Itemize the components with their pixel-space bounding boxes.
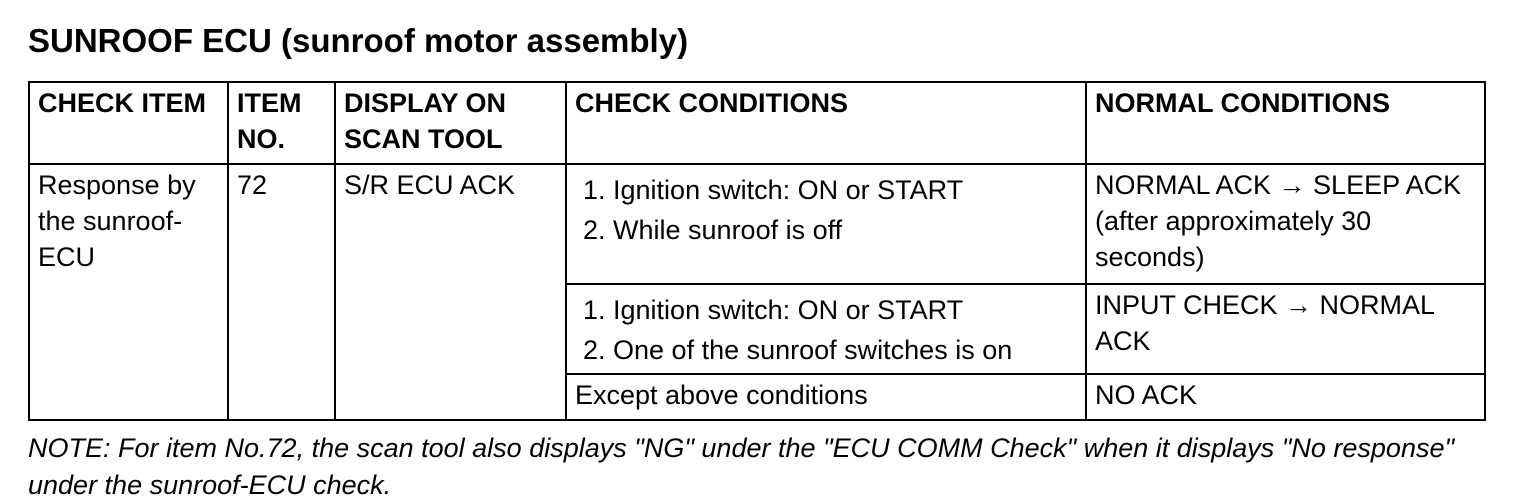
- display-cell: S/R ECU ACK: [335, 164, 566, 420]
- footnote: NOTE: For item No.72, the scan tool also displays "NG" under the "ECU COMM Check" when it displays "No response" under the sunroof-ECU check.: [28, 433, 1455, 500]
- data-list-table: [28, 81, 1486, 421]
- check-conditions-cell: [566, 284, 1086, 374]
- header-normal-conditions: NORMAL CONDITIONS: [1086, 82, 1485, 164]
- item-no-cell: 72: [228, 164, 335, 420]
- normal-conditions-cell: NORMAL ACK → SLEEP ACK (after approximately 30 seconds): [1086, 164, 1485, 284]
- normal-conditions-cell: NO ACK: [1086, 374, 1485, 420]
- header-item-no: ITEM NO.: [228, 82, 335, 164]
- page-title: SUNROOF ECU (sunroof motor assembly): [28, 22, 689, 59]
- table-row: [29, 164, 1485, 284]
- table-header-row: [29, 82, 1485, 164]
- normal-conditions-cell: INPUT CHECK → NORMAL ACK: [1086, 284, 1485, 374]
- condition-step: 2. One of the sunroof switches is on: [583, 335, 1013, 365]
- check-conditions-cell: [566, 164, 1086, 284]
- condition-step: 1. Ignition switch: ON or START: [583, 295, 964, 325]
- condition-step: 1. Ignition switch: ON or START: [583, 175, 964, 205]
- header-check-item: CHECK ITEM: [29, 82, 228, 164]
- header-check-conditions: CHECK CONDITIONS: [566, 82, 1086, 164]
- check-item-cell: Response by the sunroof-ECU: [29, 164, 228, 420]
- condition-step: 2. While sunroof is off: [583, 215, 843, 245]
- header-display-on-scan-tool: DISPLAY ON SCAN TOOL: [335, 82, 566, 164]
- check-conditions-cell: Except above conditions: [566, 374, 1086, 420]
